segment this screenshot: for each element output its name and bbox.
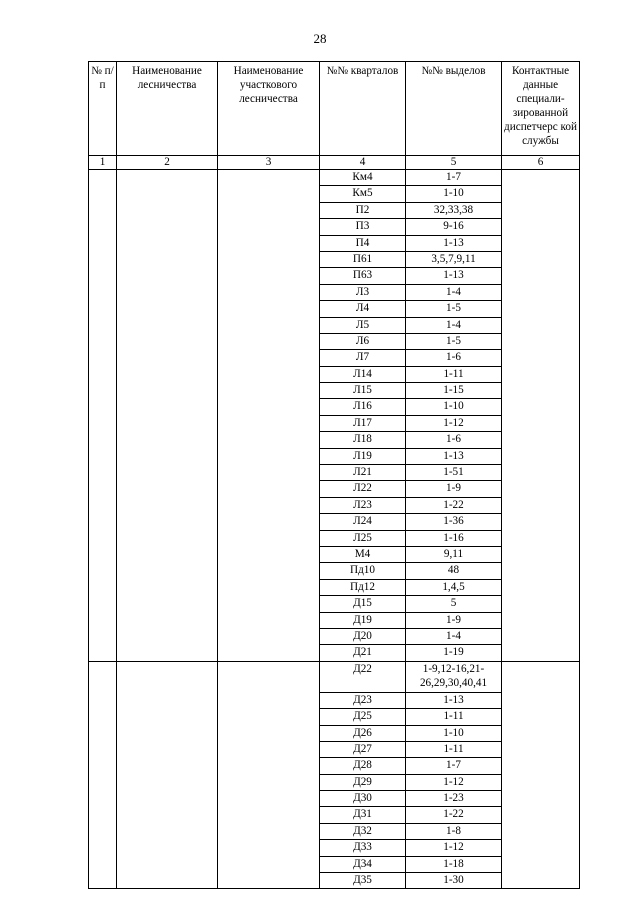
quarter-cell: П3	[320, 219, 406, 235]
quarter-cell: Л15	[320, 383, 406, 399]
quarter-cell: Л19	[320, 448, 406, 464]
sections-cell: 1-9,12-16,21-26,29,30,40,41	[406, 661, 502, 692]
quarter-cell: Д27	[320, 741, 406, 757]
sections-cell: 1-6	[406, 432, 502, 448]
row-number-cell	[89, 661, 117, 889]
quarter-cell: Д32	[320, 823, 406, 839]
row-number-cell	[89, 170, 117, 662]
page-number: 28	[313, 31, 327, 46]
sections-cell: 1-51	[406, 465, 502, 481]
sections-cell: 1-13	[406, 235, 502, 251]
district-forestry-cell	[218, 661, 320, 889]
quarter-cell: Л25	[320, 530, 406, 546]
column-number-cell: 6	[502, 156, 580, 170]
sections-cell: 1-7	[406, 758, 502, 774]
header-cell-quarters: №№ кварталов	[320, 62, 406, 156]
sections-cell: 1,4,5	[406, 579, 502, 595]
sections-cell: 1-12	[406, 840, 502, 856]
column-number-cell: 4	[320, 156, 406, 170]
sections-cell: 1-36	[406, 514, 502, 530]
quarter-cell: Л3	[320, 284, 406, 300]
sections-cell: 9,11	[406, 546, 502, 562]
sections-cell: 1-8	[406, 823, 502, 839]
quarter-cell: Л23	[320, 497, 406, 513]
sections-cell: 1-23	[406, 791, 502, 807]
header-cell-sections: №№ выделов	[406, 62, 502, 156]
quarter-cell: Д29	[320, 774, 406, 790]
quarter-cell: Л21	[320, 465, 406, 481]
column-number-cell: 3	[218, 156, 320, 170]
quarter-cell: П63	[320, 268, 406, 284]
sections-cell: 3,5,7,9,11	[406, 251, 502, 267]
sections-cell: 1-15	[406, 383, 502, 399]
quarter-cell: Л17	[320, 415, 406, 431]
header-row	[89, 62, 580, 156]
header-cell-dispatch-contacts: Контактные данные специали- зированной диспетчерс кой службы	[502, 62, 580, 156]
quarter-cell: Д19	[320, 612, 406, 628]
quarter-cell: Км5	[320, 186, 406, 202]
sections-cell: 1-11	[406, 366, 502, 382]
header-cell-number: № п/п	[89, 62, 117, 156]
quarter-cell: Пд12	[320, 579, 406, 595]
sections-cell: 1-16	[406, 530, 502, 546]
quarter-cell: Д28	[320, 758, 406, 774]
quarter-cell: Д25	[320, 709, 406, 725]
sections-cell: 1-4	[406, 317, 502, 333]
sections-cell: 1-22	[406, 807, 502, 823]
table-row	[89, 170, 580, 186]
sections-cell: 1-9	[406, 481, 502, 497]
sections-cell: 1-18	[406, 856, 502, 872]
district-forestry-cell	[218, 170, 320, 662]
sections-cell: 1-10	[406, 186, 502, 202]
quarter-cell: Д22	[320, 661, 406, 692]
header-cell-forestry: Наименование лесничества	[117, 62, 218, 156]
forestry-table	[88, 61, 580, 889]
quarter-cell: Л14	[320, 366, 406, 382]
sections-cell: 48	[406, 563, 502, 579]
quarter-cell: Л7	[320, 350, 406, 366]
column-number-cell: 2	[117, 156, 218, 170]
sections-cell: 9-16	[406, 219, 502, 235]
sections-cell: 1-4	[406, 628, 502, 644]
forestry-cell	[117, 661, 218, 889]
quarter-cell: Д21	[320, 645, 406, 661]
quarter-cell: М4	[320, 546, 406, 562]
table-row	[89, 661, 580, 692]
quarter-cell: Д33	[320, 840, 406, 856]
quarter-cell: Л4	[320, 301, 406, 317]
sections-cell: 1-11	[406, 741, 502, 757]
column-number-cell: 1	[89, 156, 117, 170]
sections-cell: 1-5	[406, 333, 502, 349]
header-cell-district-forestry: Наименование участкового лесничества	[218, 62, 320, 156]
quarter-cell: П2	[320, 202, 406, 218]
quarter-cell: Л16	[320, 399, 406, 415]
column-number-row	[89, 156, 580, 170]
sections-cell: 1-10	[406, 725, 502, 741]
sections-cell: 32,33,38	[406, 202, 502, 218]
quarter-cell: Д20	[320, 628, 406, 644]
quarter-cell: Л22	[320, 481, 406, 497]
sections-cell: 1-13	[406, 448, 502, 464]
sections-cell: 1-12	[406, 774, 502, 790]
sections-cell: 1-6	[406, 350, 502, 366]
sections-cell: 1-10	[406, 399, 502, 415]
quarter-cell: Д26	[320, 725, 406, 741]
sections-cell: 1-30	[406, 873, 502, 889]
quarter-cell: Л24	[320, 514, 406, 530]
forestry-cell	[117, 170, 218, 662]
quarter-cell: Л6	[320, 333, 406, 349]
quarter-cell: Д15	[320, 596, 406, 612]
quarter-cell: Пд10	[320, 563, 406, 579]
sections-cell: 1-7	[406, 170, 502, 186]
sections-cell: 1-13	[406, 692, 502, 708]
sections-cell: 1-22	[406, 497, 502, 513]
quarter-cell: Д35	[320, 873, 406, 889]
quarter-cell: Д34	[320, 856, 406, 872]
dispatch-contacts-cell	[502, 661, 580, 889]
sections-cell: 1-9	[406, 612, 502, 628]
quarter-cell: Км4	[320, 170, 406, 186]
sections-cell: 1-19	[406, 645, 502, 661]
quarter-cell: Д31	[320, 807, 406, 823]
quarter-cell: Д30	[320, 791, 406, 807]
quarter-cell: П4	[320, 235, 406, 251]
sections-cell: 1-4	[406, 284, 502, 300]
dispatch-contacts-cell	[502, 170, 580, 662]
table-body	[89, 170, 580, 889]
quarter-cell: П61	[320, 251, 406, 267]
column-number-cell: 5	[406, 156, 502, 170]
quarter-cell: Л5	[320, 317, 406, 333]
sections-cell: 1-5	[406, 301, 502, 317]
sections-cell: 5	[406, 596, 502, 612]
sections-cell: 1-12	[406, 415, 502, 431]
quarter-cell: Д23	[320, 692, 406, 708]
quarter-cell: Л18	[320, 432, 406, 448]
sections-cell: 1-13	[406, 268, 502, 284]
sections-cell: 1-11	[406, 709, 502, 725]
